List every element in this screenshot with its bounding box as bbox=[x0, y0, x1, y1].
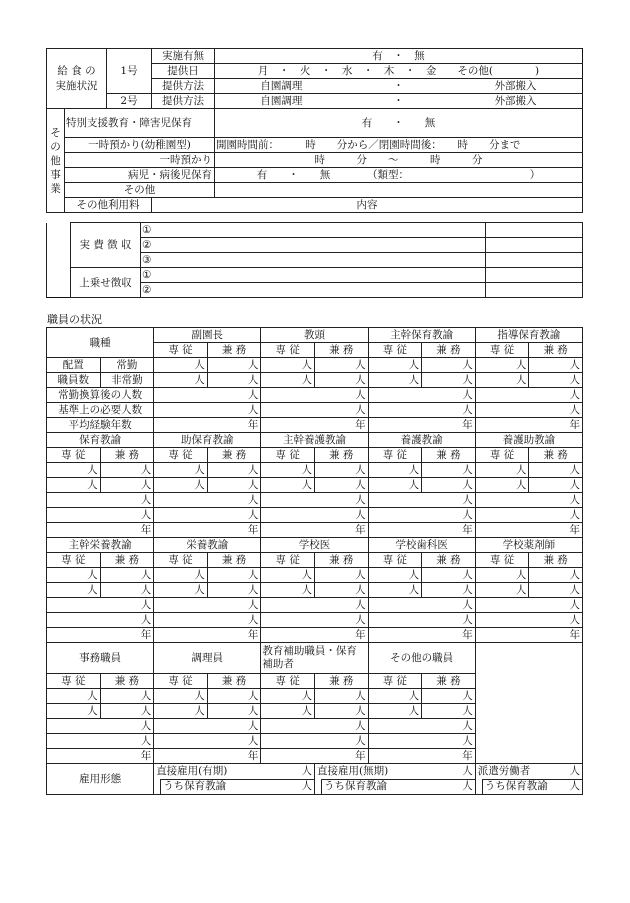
parttime-header: 兼 務 bbox=[100, 553, 154, 568]
fulltime-header: 専 従 bbox=[368, 343, 422, 358]
cell: 年 bbox=[154, 628, 261, 643]
emp-unit: 人 bbox=[569, 779, 580, 792]
fulltime-header: 専 従 bbox=[475, 553, 529, 568]
unit-person: 人 bbox=[529, 478, 583, 493]
unit-person: 人 bbox=[47, 689, 101, 704]
parttime-header: 兼 務 bbox=[100, 448, 154, 463]
actual-cost-label: 実 費 徴 収 bbox=[71, 223, 141, 268]
placement-label: 配置 bbox=[47, 358, 101, 373]
cell: 人 bbox=[368, 403, 475, 418]
emp-of-which: うち保育教諭 bbox=[323, 779, 387, 792]
unit-person: 人 bbox=[529, 583, 583, 598]
unit-person: 人 bbox=[47, 704, 101, 719]
converted-label: 常勤換算後の人数 bbox=[47, 388, 154, 403]
unit-person: 人 bbox=[154, 358, 208, 373]
emp-of-which: うち保育教諭 bbox=[484, 779, 548, 792]
fee-row-1: ① bbox=[141, 223, 486, 238]
emp-type: 派遣労働者 bbox=[477, 764, 531, 777]
parttime-header: 兼 務 bbox=[529, 553, 583, 568]
unit-person: 人 bbox=[422, 463, 476, 478]
cell: 人 bbox=[368, 508, 475, 523]
fulltime-header: 専 従 bbox=[475, 448, 529, 463]
cell: 人 bbox=[47, 734, 154, 749]
method-in: 自園調理 bbox=[260, 80, 303, 92]
unit-person: 人 bbox=[368, 358, 422, 373]
unit-person: 人 bbox=[475, 583, 529, 598]
cell: 人 bbox=[368, 493, 475, 508]
temp-kinder-value: 開園時間前： 時 分から／閉園時間後： 時 分まで bbox=[215, 138, 583, 153]
fulltime-header: 専 従 bbox=[261, 553, 315, 568]
unit-person: 人 bbox=[261, 704, 315, 719]
unit-person: 人 bbox=[368, 568, 422, 583]
cell: 人 bbox=[154, 403, 261, 418]
fulltime-header: 専 従 bbox=[261, 448, 315, 463]
parttime-header: 兼 務 bbox=[207, 553, 261, 568]
fulltime-header: 専 従 bbox=[154, 553, 208, 568]
unit-person: 人 bbox=[100, 463, 154, 478]
cell: 年 bbox=[261, 628, 368, 643]
required-label: 基準上の必要人数 bbox=[47, 403, 154, 418]
unit-person: 人 bbox=[422, 373, 476, 388]
special-support-value: 有 ・ 無 bbox=[215, 109, 583, 138]
role-header: 養護助教諭 bbox=[475, 433, 582, 448]
lunch-method-label-1: 提供方法 bbox=[152, 79, 215, 94]
unit-person: 人 bbox=[529, 358, 583, 373]
cell: 人 bbox=[47, 508, 154, 523]
fulltime-header: 専 従 bbox=[368, 674, 422, 689]
emp-unit: 人 bbox=[462, 764, 473, 777]
cell: 年 bbox=[154, 523, 261, 538]
fulltime-header: 専 従 bbox=[368, 448, 422, 463]
lunch-no1: 1号 bbox=[107, 49, 152, 94]
unit-person: 人 bbox=[47, 463, 101, 478]
unit-person: 人 bbox=[261, 568, 315, 583]
role-header: その他の職員 bbox=[368, 643, 475, 674]
role-header: 養護教諭 bbox=[368, 433, 475, 448]
unit-person: 人 bbox=[314, 358, 368, 373]
unit-person: 人 bbox=[368, 478, 422, 493]
employment-dispatch bbox=[475, 764, 582, 795]
temp-value: 時 分 ～ 時 分 bbox=[215, 153, 583, 168]
emp-unit: 人 bbox=[301, 779, 312, 792]
unit-person: 人 bbox=[100, 478, 154, 493]
extra-row-2: ② bbox=[141, 283, 486, 298]
fees-header: その他利用料 bbox=[65, 198, 152, 213]
unit-person: 人 bbox=[422, 689, 476, 704]
unit-person: 人 bbox=[47, 568, 101, 583]
unit-person: 人 bbox=[368, 373, 422, 388]
employment-direct_fixed bbox=[154, 764, 315, 795]
cell: 年 bbox=[261, 418, 368, 433]
unit-person: 人 bbox=[314, 463, 368, 478]
lunch-days-value: 月 ・ 火 ・ 水 ・ 木 ・ 金 その他( ) bbox=[215, 64, 583, 79]
role-header: 教頭 bbox=[261, 328, 368, 343]
parttime-header: 兼 務 bbox=[529, 343, 583, 358]
unit-person: 人 bbox=[314, 689, 368, 704]
unit-person: 人 bbox=[529, 463, 583, 478]
method-in: 自園調理 bbox=[260, 95, 303, 107]
cell: 年 bbox=[261, 523, 368, 538]
cell: 人 bbox=[47, 613, 154, 628]
parttime-header: 兼 務 bbox=[207, 448, 261, 463]
method-out: 外部搬入 bbox=[494, 95, 537, 107]
unit-person: 人 bbox=[207, 583, 261, 598]
role-header: 学校歯科医 bbox=[368, 538, 475, 553]
cell: 人 bbox=[475, 493, 582, 508]
unit-person: 人 bbox=[154, 704, 208, 719]
blank-area bbox=[475, 643, 582, 764]
cell: 人 bbox=[154, 388, 261, 403]
cell: 人 bbox=[154, 734, 261, 749]
fulltime-header: 専 従 bbox=[368, 553, 422, 568]
unit-person: 人 bbox=[314, 373, 368, 388]
unit-person: 人 bbox=[368, 689, 422, 704]
cell: 人 bbox=[261, 508, 368, 523]
extra-cost-label: 上乗せ徴収 bbox=[71, 268, 141, 298]
employment-direct_indef bbox=[314, 764, 475, 795]
unit-person: 人 bbox=[422, 478, 476, 493]
cell: 人 bbox=[154, 613, 261, 628]
fee-row-3: ③ bbox=[141, 253, 486, 268]
lunch-no2: 2号 bbox=[107, 94, 152, 109]
emp-unit: 人 bbox=[462, 779, 473, 792]
role-header: 調理員 bbox=[154, 643, 261, 674]
cell: 人 bbox=[261, 388, 368, 403]
cell: 年 bbox=[368, 418, 475, 433]
special-support-label: 特別支援教育・障害児保育 bbox=[65, 109, 215, 138]
cell: 人 bbox=[368, 388, 475, 403]
cell: 人 bbox=[475, 508, 582, 523]
cell: 人 bbox=[154, 493, 261, 508]
lunch-method-label-2: 提供方法 bbox=[152, 94, 215, 109]
cell: 人 bbox=[261, 403, 368, 418]
fulltime-header: 専 従 bbox=[261, 343, 315, 358]
unit-person: 人 bbox=[314, 568, 368, 583]
count-label: 職員数 bbox=[47, 373, 101, 388]
unit-person: 人 bbox=[422, 358, 476, 373]
cell: 人 bbox=[154, 508, 261, 523]
emp-of-which: うち保育教諭 bbox=[163, 779, 227, 792]
role-header: 主幹養護教諭 bbox=[261, 433, 368, 448]
unit-person: 人 bbox=[475, 478, 529, 493]
cell: 年 bbox=[475, 523, 582, 538]
fulltime-header: 専 従 bbox=[475, 343, 529, 358]
unit-person: 人 bbox=[100, 583, 154, 598]
parttime-header: 兼 務 bbox=[529, 448, 583, 463]
cell: 年 bbox=[475, 418, 582, 433]
unit-person: 人 bbox=[207, 358, 261, 373]
unit-person: 人 bbox=[154, 583, 208, 598]
unit-person: 人 bbox=[314, 704, 368, 719]
unit-person: 人 bbox=[314, 583, 368, 598]
lunch-method-value-2 bbox=[215, 94, 583, 109]
cell: 人 bbox=[368, 613, 475, 628]
parttime-header: 兼 務 bbox=[422, 553, 476, 568]
role-header: 主幹栄養教諭 bbox=[47, 538, 154, 553]
unit-person: 人 bbox=[475, 373, 529, 388]
cell: 人 bbox=[154, 598, 261, 613]
parttime-header: 兼 務 bbox=[422, 674, 476, 689]
cell: 人 bbox=[261, 598, 368, 613]
lunch-header: 給 食 の 実施状況 bbox=[47, 49, 107, 109]
staff-heading: 職員の状況 bbox=[47, 313, 102, 326]
cell: 人 bbox=[47, 719, 154, 734]
unit-person: 人 bbox=[100, 704, 154, 719]
emp-type: 直接雇用(有期) bbox=[156, 764, 228, 777]
cell: 年 bbox=[47, 628, 154, 643]
cell: 年 bbox=[475, 628, 582, 643]
cell: 年 bbox=[154, 418, 261, 433]
fulltime-header: 専 従 bbox=[47, 674, 101, 689]
cell: 人 bbox=[368, 598, 475, 613]
cell: 年 bbox=[368, 749, 475, 764]
unit-person: 人 bbox=[261, 478, 315, 493]
sick-care-value: 有 ・ 無 （類型： ） bbox=[215, 168, 583, 183]
fulltime-header: 専 従 bbox=[154, 674, 208, 689]
unit-person: 人 bbox=[261, 689, 315, 704]
experience-label: 平均経験年数 bbox=[47, 418, 154, 433]
fee-row-2: ② bbox=[141, 238, 486, 253]
cell: 年 bbox=[261, 749, 368, 764]
cell: 人 bbox=[261, 719, 368, 734]
cell: 人 bbox=[261, 493, 368, 508]
type-label: 職種 bbox=[47, 328, 154, 358]
emp-unit: 人 bbox=[569, 764, 580, 777]
unit-person: 人 bbox=[207, 704, 261, 719]
unit-person: 人 bbox=[261, 583, 315, 598]
unit-person: 人 bbox=[207, 689, 261, 704]
sick-care-label: 病児・病後児保育 bbox=[65, 168, 215, 183]
cell: 人 bbox=[47, 598, 154, 613]
fulltime-header: 専 従 bbox=[261, 674, 315, 689]
method-out: 外部搬入 bbox=[494, 80, 537, 92]
unit-person: 人 bbox=[207, 463, 261, 478]
cell: 人 bbox=[47, 493, 154, 508]
lunch-days-label: 提供日 bbox=[152, 64, 215, 79]
fulltime-header: 専 従 bbox=[154, 343, 208, 358]
other-program-value bbox=[215, 183, 583, 198]
employment-label: 雇用形態 bbox=[47, 764, 154, 795]
unit-person: 人 bbox=[422, 568, 476, 583]
cell: 人 bbox=[475, 403, 582, 418]
unit-person: 人 bbox=[261, 373, 315, 388]
unit-person: 人 bbox=[261, 358, 315, 373]
unit-person: 人 bbox=[368, 463, 422, 478]
parttime-header: 兼 務 bbox=[100, 674, 154, 689]
lunch-impl-label: 実施有無 bbox=[152, 49, 215, 64]
fulltime-header: 専 従 bbox=[47, 553, 101, 568]
cell: 人 bbox=[261, 613, 368, 628]
unit-person: 人 bbox=[154, 478, 208, 493]
cell: 年 bbox=[47, 523, 154, 538]
cell: 人 bbox=[475, 388, 582, 403]
role-header: 助保育教諭 bbox=[154, 433, 261, 448]
unit-person: 人 bbox=[154, 689, 208, 704]
unit-person: 人 bbox=[207, 373, 261, 388]
parttime-header: 兼 務 bbox=[314, 674, 368, 689]
role-header: 学校薬剤師 bbox=[475, 538, 582, 553]
cell: 年 bbox=[47, 749, 154, 764]
method-dot: ・ bbox=[393, 80, 404, 92]
fulltime-header: 専 従 bbox=[47, 448, 101, 463]
unit-person: 人 bbox=[100, 689, 154, 704]
fees-detail-table bbox=[46, 222, 583, 298]
method-dot: ・ bbox=[393, 95, 404, 107]
fees-content-header: 内容 bbox=[152, 198, 583, 213]
nonregular-label: 非常勤 bbox=[100, 373, 154, 388]
unit-person: 人 bbox=[422, 583, 476, 598]
cell: 年 bbox=[368, 523, 475, 538]
unit-person: 人 bbox=[154, 373, 208, 388]
unit-person: 人 bbox=[47, 478, 101, 493]
extra-row-1: ① bbox=[141, 268, 486, 283]
unit-person: 人 bbox=[529, 373, 583, 388]
parttime-header: 兼 務 bbox=[314, 448, 368, 463]
parttime-header: 兼 務 bbox=[207, 674, 261, 689]
unit-person: 人 bbox=[475, 358, 529, 373]
role-header: 教育補助職員・保育補助者 bbox=[261, 643, 368, 674]
parttime-header: 兼 務 bbox=[422, 448, 476, 463]
unit-person: 人 bbox=[529, 568, 583, 583]
role-header: 学校医 bbox=[261, 538, 368, 553]
parttime-header: 兼 務 bbox=[314, 553, 368, 568]
cell: 人 bbox=[368, 719, 475, 734]
cell: 人 bbox=[261, 734, 368, 749]
emp-type: 直接雇用(無期) bbox=[316, 764, 389, 777]
unit-person: 人 bbox=[368, 704, 422, 719]
unit-person: 人 bbox=[207, 478, 261, 493]
other-programs-header: その 他 事業 bbox=[47, 109, 65, 213]
fulltime-header: 専 従 bbox=[154, 448, 208, 463]
unit-person: 人 bbox=[422, 704, 476, 719]
role-header: 保育教諭 bbox=[47, 433, 154, 448]
cell: 人 bbox=[154, 719, 261, 734]
unit-person: 人 bbox=[154, 568, 208, 583]
parttime-header: 兼 務 bbox=[314, 343, 368, 358]
facility-services-table bbox=[46, 48, 583, 213]
role-header: 事務職員 bbox=[47, 643, 154, 674]
unit-person: 人 bbox=[314, 478, 368, 493]
cell: 人 bbox=[368, 734, 475, 749]
unit-person: 人 bbox=[261, 463, 315, 478]
role-header: 栄養教諭 bbox=[154, 538, 261, 553]
cell: 年 bbox=[368, 628, 475, 643]
cell: 人 bbox=[475, 613, 582, 628]
lunch-method-value-1 bbox=[215, 79, 583, 94]
unit-person: 人 bbox=[100, 568, 154, 583]
cell: 人 bbox=[475, 598, 582, 613]
role-header: 指導保育教諭 bbox=[475, 328, 582, 343]
staff-table bbox=[46, 327, 583, 795]
cell: 年 bbox=[154, 749, 261, 764]
role-header: 主幹保育教諭 bbox=[368, 328, 475, 343]
unit-person: 人 bbox=[207, 568, 261, 583]
other-program-label: その他 bbox=[65, 183, 215, 198]
parttime-header: 兼 務 bbox=[422, 343, 476, 358]
unit-person: 人 bbox=[475, 568, 529, 583]
role-header: 副園長 bbox=[154, 328, 261, 343]
temp-label: 一時預かり bbox=[65, 153, 215, 168]
unit-person: 人 bbox=[475, 463, 529, 478]
temp-kinder-label: 一時預かり(幼稚園型) bbox=[65, 138, 215, 153]
lunch-impl-value: 有 ・ 無 bbox=[215, 49, 583, 64]
emp-unit: 人 bbox=[301, 764, 312, 777]
unit-person: 人 bbox=[154, 463, 208, 478]
regular-label: 常勤 bbox=[100, 358, 154, 373]
unit-person: 人 bbox=[368, 583, 422, 598]
parttime-header: 兼 務 bbox=[207, 343, 261, 358]
unit-person: 人 bbox=[47, 583, 101, 598]
